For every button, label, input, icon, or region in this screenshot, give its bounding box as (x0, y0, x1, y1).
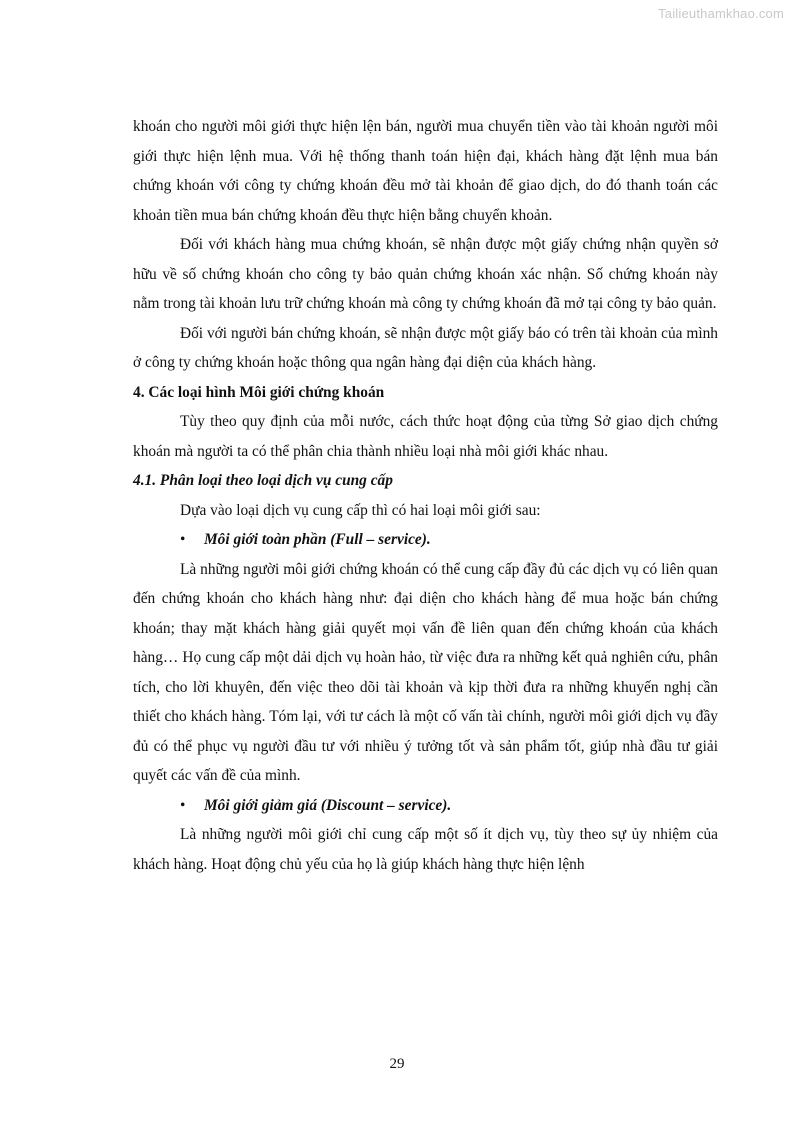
section-heading-4: 4. Các loại hình Môi giới chứng khoán (133, 383, 385, 401)
paragraph-discount-service-description: Là những người môi giới chỉ cung cấp một số ít dịch vụ, tùy theo sự ủy nhiệm của khách hàng. Hoạt động chủ yếu của họ là giúp khách hàng thực hiện lệnh (133, 826, 718, 873)
paragraph-seller-notice: Đối với người bán chứng khoán, sẽ nhận được một giấy báo có trên tài khoản của mình ở công ty chứng khoán hoặc thông qua ngân hàng đại diện của khách hàng. (133, 324, 718, 371)
paragraph-full-service-description: Là những người môi giới chứng khoán có thể cung cấp đầy đủ các dịch vụ có liên quan đến chứng khoán cho khách hàng như: đại diện cho khách hàng để mua hoặc bán chứng khoán; thay mặt khách hàng giải quyết mọi vấn đề liên quan đến chứng khoán của khách hàng… Họ cung cấp một dải dịch vụ hoàn hảo, từ việc đưa ra những kết quả nghiên cứu, phân tích, cho lời khuyên, đến việc theo dõi tài khoản và kịp thời đưa ra những khuyến nghị cần thiết cho khách hàng. Tóm lại, với tư cách là một cố vấn tài chính, người môi giới dịch vụ đầy đủ có thể phục vụ người đầu tư với nhiều ý tưởng tốt và sản phẩm tốt, giúp nhà đầu tư giải quyết các vấn đề của mình. (133, 560, 718, 784)
paragraph-payment-continuation: khoán cho người môi giới thực hiện lện bán, người mua chuyển tiền vào tài khoản người môi giới thực hiện lệnh mua. Với hệ thống thanh toán hiện đại, khách hàng đặt lệnh mua bán chứng khoán với công ty chứng khoán đều mở tài khoản để giao dịch, do đó thanh toán các khoản tiền mua bán chứng khoán đều thực hiện bằng chuyển khoản. (133, 118, 718, 224)
paragraph-buyer-certificate: Đối với khách hàng mua chứng khoán, sẽ nhận được một giấy chứng nhận quyền sở hữu về số chứng khoán cho công ty bảo quản chứng khoán xác nhận. Số chứng khoán này nằm trong tài khoản lưu trữ chứng khoán mà công ty chứng khoán đã mở tại công ty bảo quản. (133, 236, 718, 312)
bullet-full-service-label: Môi giới toàn phần (Full – service). (204, 531, 431, 548)
paragraph-broker-types-intro: Tùy theo quy định của mỗi nước, cách thức hoạt động của từng Sở giao dịch chứng khoán mà người ta có thể phân chia thành nhiều loại nhà môi giới khác nhau. (133, 413, 718, 460)
bullet-dot-icon: • (180, 531, 186, 548)
bullet-discount-service (133, 791, 718, 821)
page-number: 29 (389, 1056, 405, 1072)
bullet-discount-service-label: Môi giới giảm giá (Discount – service). (204, 796, 452, 814)
bullet-full-service (133, 525, 718, 555)
watermark-text: Tailieuthamkhao.com (658, 6, 784, 21)
bullet-dot-icon: • (180, 796, 186, 814)
subsection-heading-4-1: 4.1. Phân loại theo loại dịch vụ cung cấp (133, 472, 393, 489)
paragraph-two-types: Dựa vào loại dịch vụ cung cấp thì có hai loại môi giới sau: (180, 501, 541, 519)
document-body (133, 112, 718, 879)
